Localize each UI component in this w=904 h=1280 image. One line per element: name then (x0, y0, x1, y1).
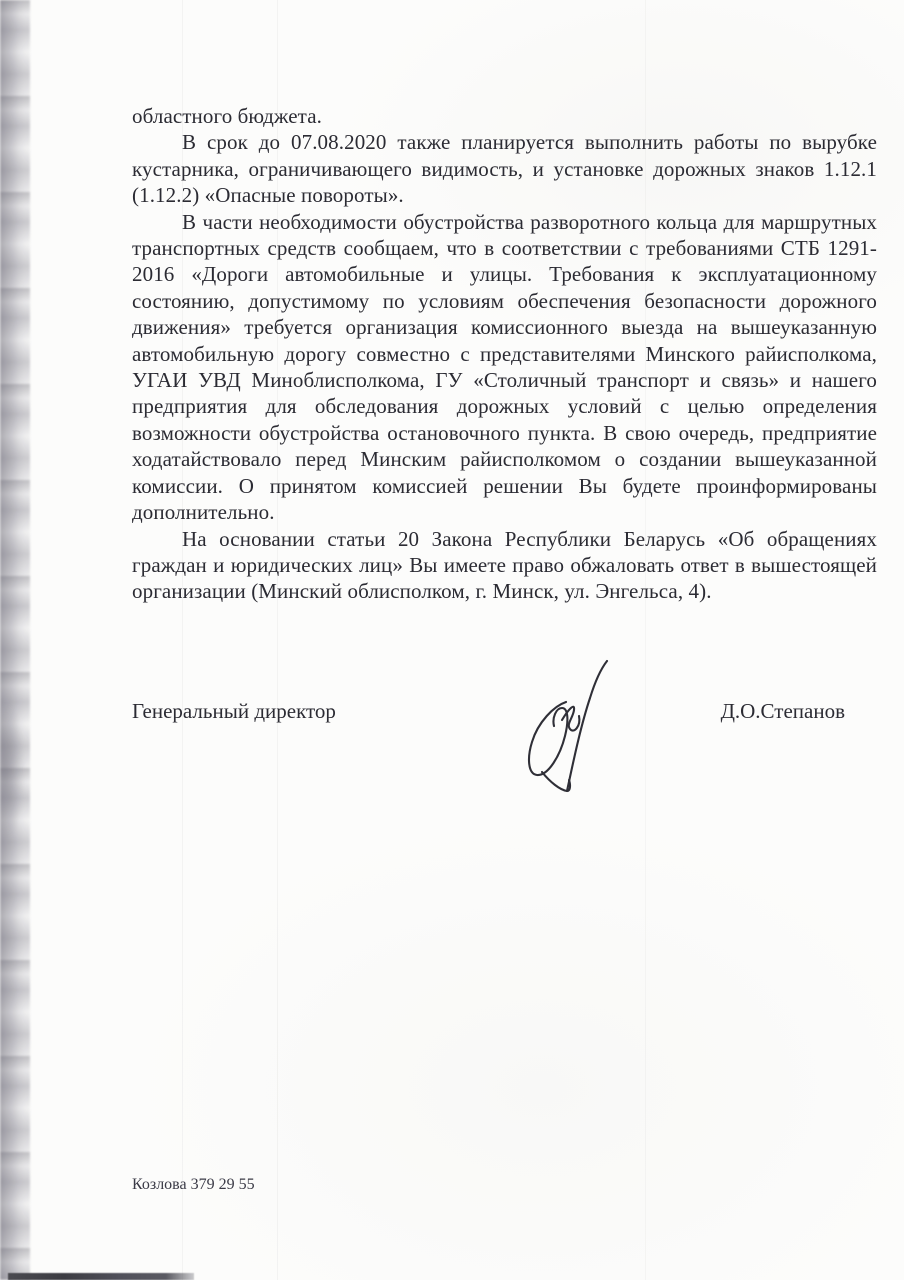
paragraph-appeal-rights: На основании статьи 20 Закона Республики Беларусь «Об обращениях граждан и юридических лиц» Вы имеете право обжаловать ответ в вышестоящей организации (Минский облисполком, г. Минск, ул. Энгельса, 4). (132, 526, 877, 604)
paragraph-deadline-works: В срок до 07.08.2020 также планируется выполнить работы по вырубке кустарника, ограничивающего видимость, и установке дорожных знаков 1.12.1 (1.12.2) «Опасные повороты». (132, 130, 877, 208)
signature-block (132, 699, 845, 724)
scan-edge-artifact-bottom (8, 1273, 194, 1280)
paragraph-turnaround-ring: В части необходимости обустройства разворотного кольца для маршрутных транспортных средств сообщаем, что в соответствии с требованиями СТБ 1291-2016 «Дороги автомобильные и улицы. Требования к эксплуатационному состоянию, допустимому по условиям обеспечения безопасности дорожного движения» требуется организация комиссионного выезда на вышеуказанную автомобильную дорогу совместно с представителями Минского райисполкома, УГАИ УВД Миноблисполкома, ГУ «Столичный транспорт и связь» и нашего предприятия для обследования дорожных условий с целью определения возможности обустройства остановочного пункта. В свою очередь, предприятие ходатайствовало перед Минским райисполкомом о создании вышеуказанной комиссии. О принятом комиссией решении Вы будете проинформированы дополнительно. (132, 209, 877, 525)
signer-name: Д.О.Степанов (720, 699, 845, 723)
letter-body (132, 103, 877, 605)
signature-scribble-icon (524, 658, 616, 798)
executor-contact: Козлова 379 29 55 (132, 1176, 255, 1193)
paragraph-continuation: областного бюджета. (132, 104, 322, 128)
scan-edge-artifact-left (0, 0, 30, 1280)
scan-edge-artifact-bulge (0, 680, 40, 860)
signer-title: Генеральный директор (132, 699, 336, 723)
